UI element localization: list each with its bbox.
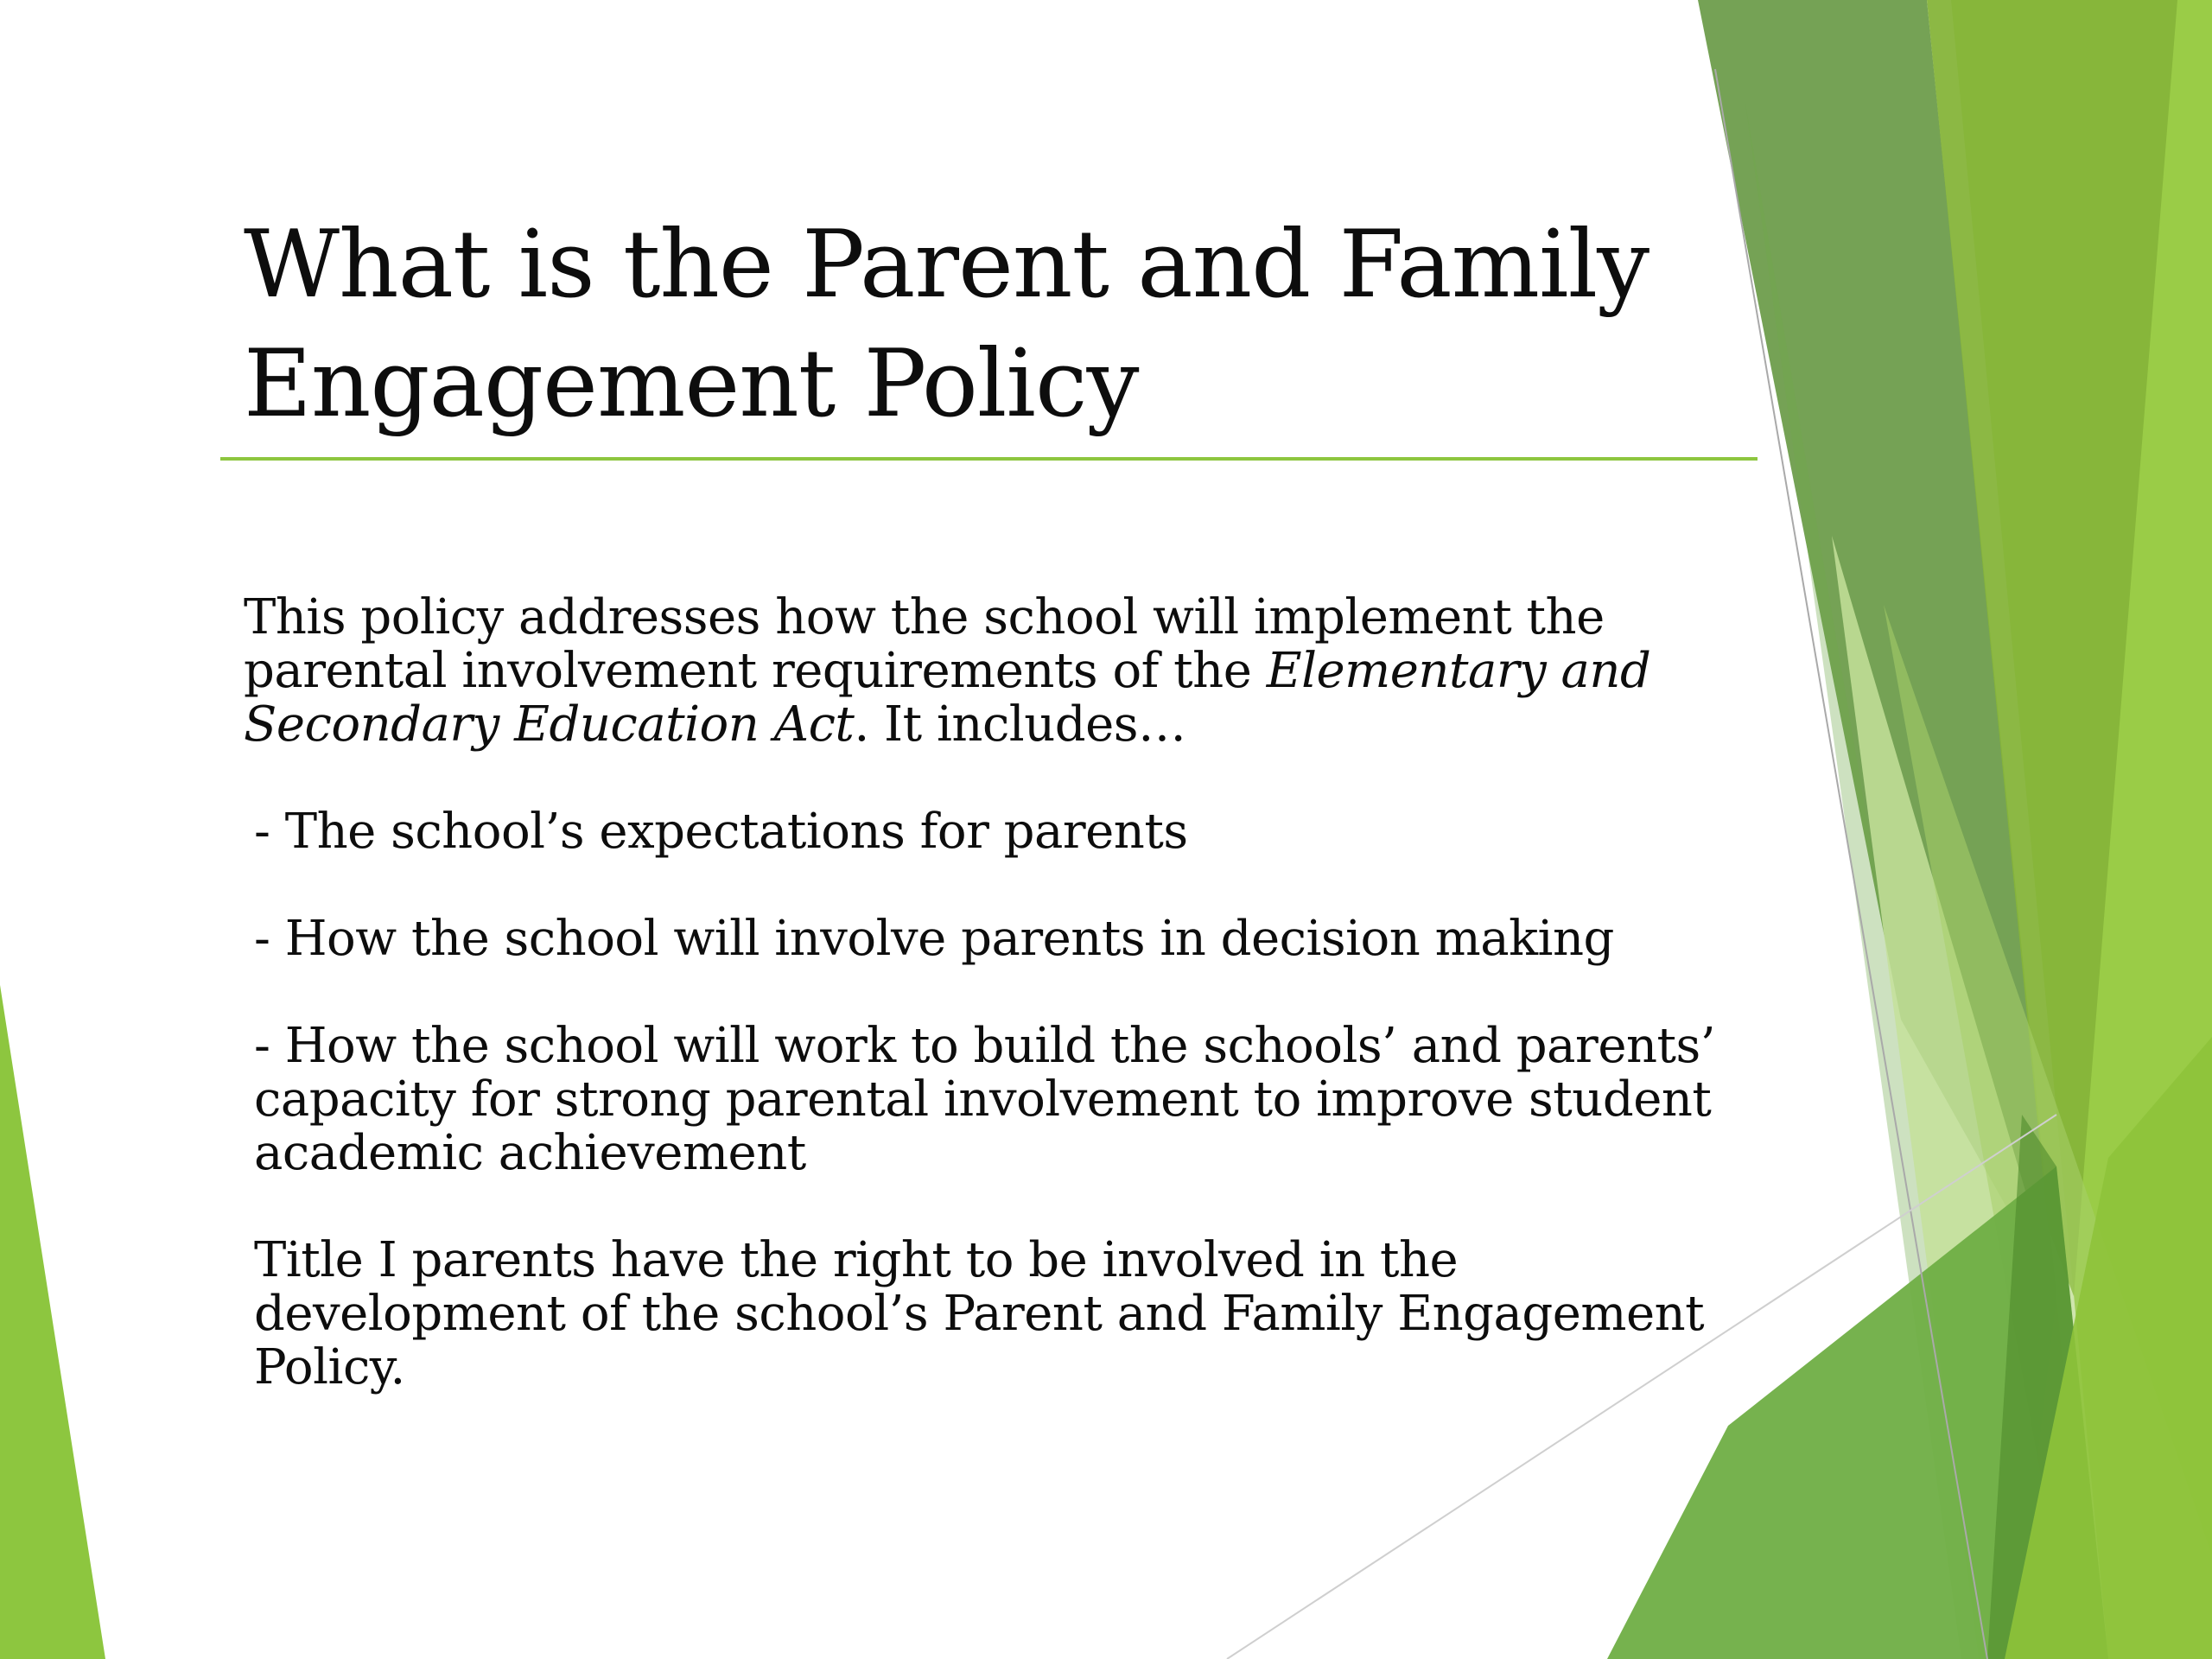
intro-text-end: . It includes… <box>854 696 1186 753</box>
slide-title-line-2: Engagement Policy <box>244 330 1139 438</box>
slide-title-line-1: What is the Parent and Family <box>244 211 1649 319</box>
intro-paragraph <box>244 591 1730 752</box>
list-item-decision-making: - How the school will involve parents in decision making <box>254 911 1614 967</box>
intro-text: This policy addresses how the school will implement the parental involvement requirements of the <box>244 589 1605 699</box>
slide-body <box>244 591 1730 1395</box>
slide-title <box>244 206 1747 444</box>
closing-paragraph: Title I parents have the right to be involved in the development of the school’s Parent and Family Engagement Policy. <box>254 1232 1705 1395</box>
act-name: Elementary and Secondary Education Act <box>244 643 1651 753</box>
list-item-expectations: - The school’s expectations for parents <box>254 804 1188 860</box>
title-underline <box>220 457 1758 461</box>
list-item-capacity: - How the school will work to build the schools’ and parents’ capacity for strong parental involvement to improve student academic achievement <box>254 1018 1716 1181</box>
